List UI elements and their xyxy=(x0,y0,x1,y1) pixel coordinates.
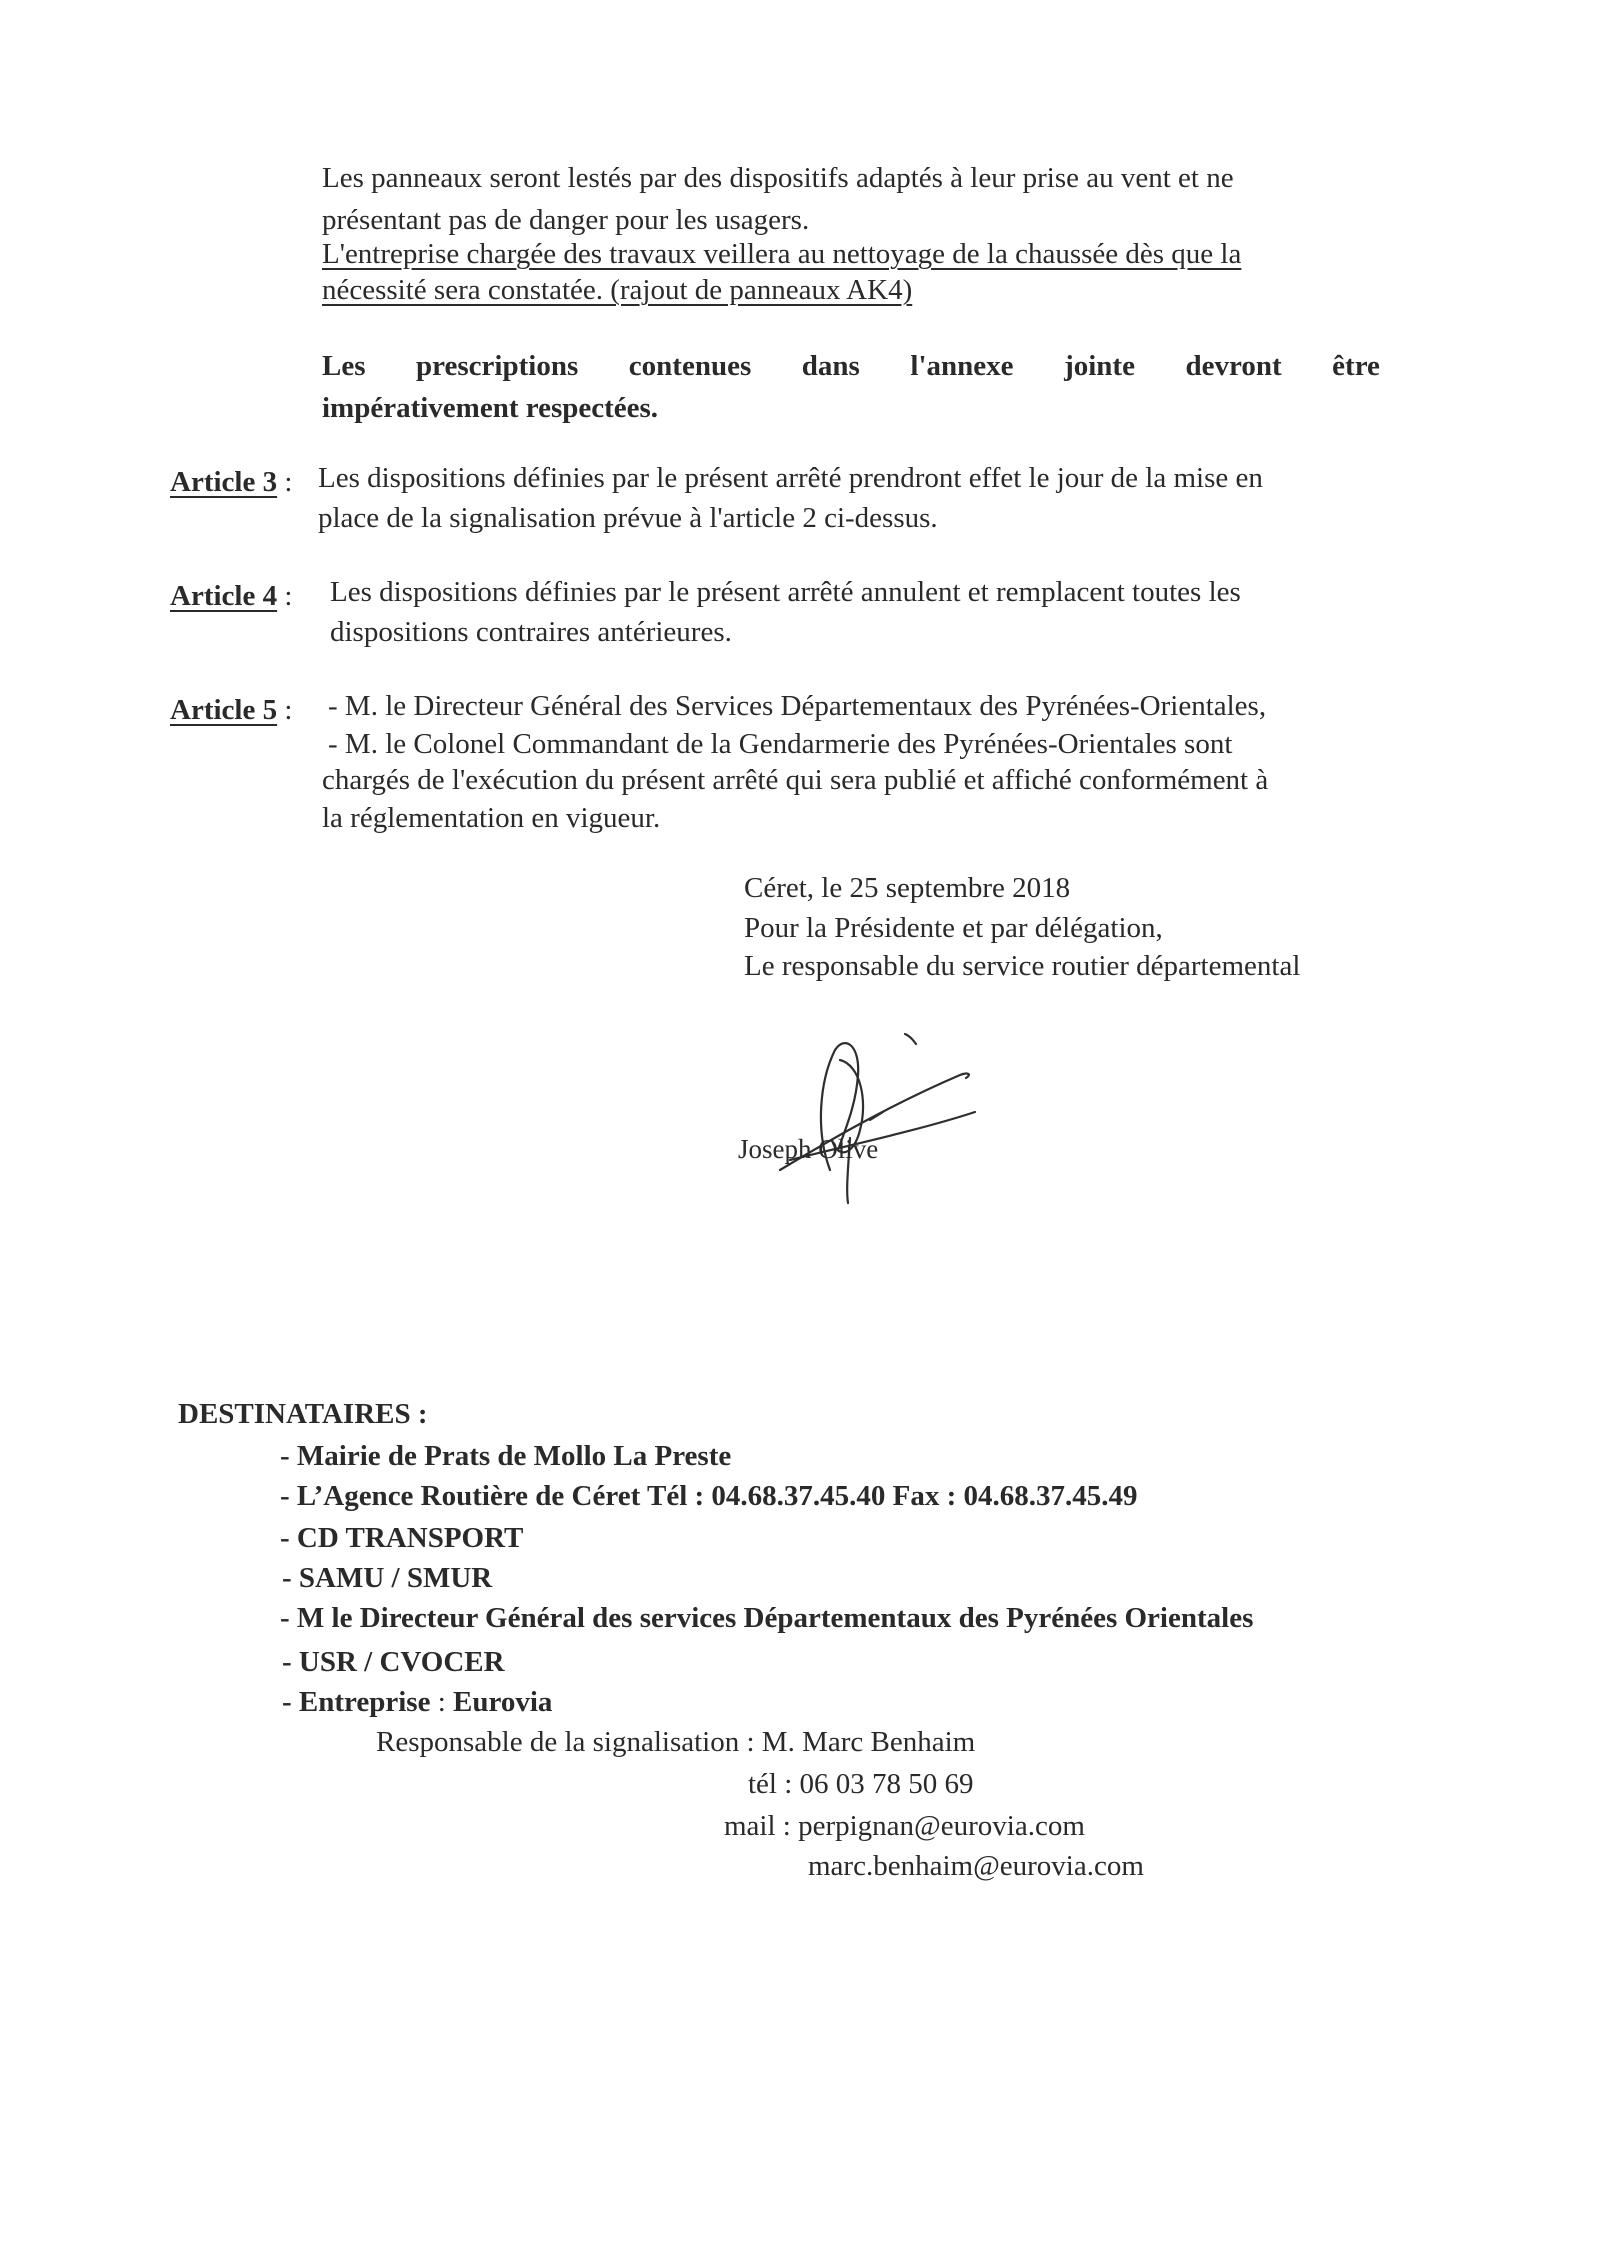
signatory-name: Joseph Olive xyxy=(738,1134,879,1164)
recipients-heading: DESTINATAIRES : xyxy=(178,1398,428,1430)
contact-phone: tél : 06 03 78 50 69 xyxy=(748,1768,974,1800)
ballast-line-1: Les panneaux seront lestés par des dispositifs adaptés à leur prise au vent et ne xyxy=(322,162,1234,194)
article-3 xyxy=(170,464,292,500)
recipient-item: - CD TRANSPORT xyxy=(280,1522,524,1554)
article-3-line-2: place de la signalisation prévue à l'article 2 ci-dessus. xyxy=(318,502,938,534)
article-5 xyxy=(170,692,292,728)
cleaning-line-1: L'entreprise chargée des travaux veillera au nettoyage de la chaussée dès que la xyxy=(322,238,1242,270)
article-4 xyxy=(170,578,292,614)
prescriptions-word: Les xyxy=(322,350,366,382)
article-5-line-3: chargés de l'exécution du présent arrêté qui sera publié et affiché conformément à xyxy=(322,764,1269,796)
contact-mail-2: marc.benhaim@eurovia.com xyxy=(808,1850,1144,1882)
article-4-line-1: Les dispositions définies par le présent arrêté annulent et remplacent toutes les xyxy=(330,576,1241,608)
article-3-line-1: Les dispositions définies par le présent arrêté prendront effet le jour de la mise en xyxy=(318,462,1263,494)
prescriptions-line-1 xyxy=(322,348,1380,384)
contact-label: Responsable de la signalisation : M. Marc Benhaim xyxy=(376,1726,976,1758)
company-prefix: - Entreprise xyxy=(282,1686,431,1718)
prescriptions-word: être xyxy=(1332,350,1380,382)
article-4-label: Article 4 xyxy=(170,580,278,612)
place-date: Céret, le 25 septembre 2018 xyxy=(744,872,1071,904)
prescriptions-word: jointe xyxy=(1064,350,1135,382)
article-5-line-4: la réglementation en vigueur. xyxy=(322,802,661,834)
ballast-line-2: présentant pas de danger pour les usagers. xyxy=(322,204,810,236)
article-3-label: Article 3 xyxy=(170,466,278,498)
contact-mail: mail : perpignan@eurovia.com xyxy=(724,1810,1085,1842)
prescriptions-line-2: impérativement respectées. xyxy=(322,392,659,424)
delegation-line: Pour la Présidente et par délégation, xyxy=(744,912,1163,944)
signatory-role: Le responsable du service routier départemental xyxy=(744,950,1301,982)
article-5-colon: : xyxy=(284,694,293,726)
prescriptions-word: contenues xyxy=(628,350,752,382)
recipient-item: - Mairie de Prats de Mollo La Preste xyxy=(280,1440,732,1472)
cleaning-line-2: nécessité sera constatée. (rajout de panneaux AK4) xyxy=(322,274,913,306)
recipient-item: - USR / CVOCER xyxy=(282,1646,505,1678)
prescriptions-word: prescriptions xyxy=(416,350,579,382)
handwritten-signature xyxy=(720,1020,1020,1210)
article-4-line-2: dispositions contraires antérieures. xyxy=(330,616,732,648)
article-5-line-1: - M. le Directeur Général des Services Départementaux des Pyrénées-Orientales, xyxy=(328,690,1267,722)
article-4-colon: : xyxy=(284,580,293,612)
company-name: Eurovia xyxy=(453,1686,553,1718)
article-3-colon: : xyxy=(284,466,293,498)
article-5-line-2: - M. le Colonel Commandant de la Gendarmerie des Pyrénées-Orientales sont xyxy=(328,728,1233,760)
recipient-item: - M le Directeur Général des services Départementaux des Pyrénées Orientales xyxy=(280,1602,1254,1634)
company-sep: : xyxy=(430,1686,454,1718)
recipient-item: - SAMU / SMUR xyxy=(282,1562,493,1594)
recipient-company xyxy=(282,1684,552,1720)
prescriptions-word: l'annexe xyxy=(910,350,1014,382)
article-5-label: Article 5 xyxy=(170,694,278,726)
prescriptions-word: dans xyxy=(801,350,860,382)
prescriptions-word: devront xyxy=(1185,350,1282,382)
recipient-item: - L’Agence Routière de Céret Tél : 04.68.37.45.40 Fax : 04.68.37.45.49 xyxy=(280,1480,1138,1512)
